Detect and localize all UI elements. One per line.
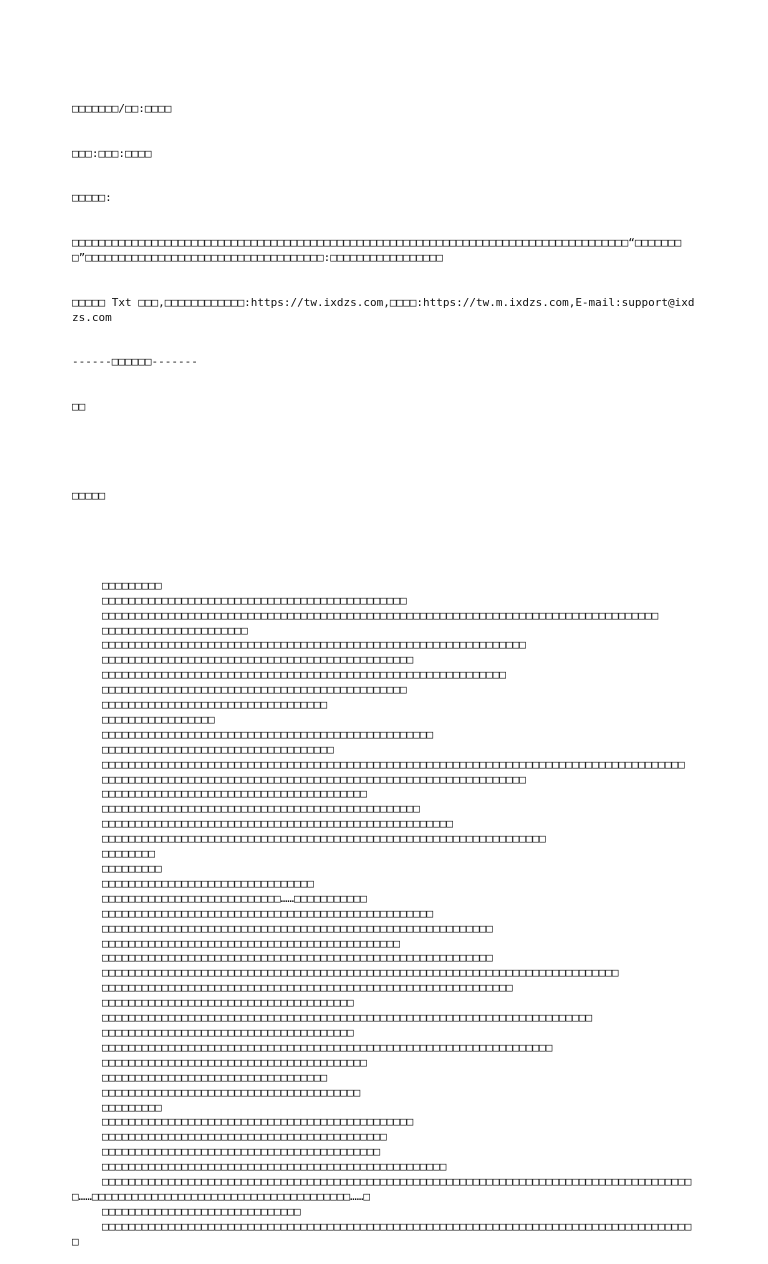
paragraph: □□□□□□□□□□□□□□□□□□□□□□□□□□□□□□□□□□□□□□□□□□□□□□□□□□□□□□□□□□□□□□□□□□□□ (102, 1040, 553, 1054)
paragraph: □□□□□□□□ (102, 847, 155, 861)
header-divider: ------□□□□□□------- (72, 355, 198, 369)
paragraph: □□□□□□□□□□□□□□□□□□□□□□□□□□□□□□□□□□□□□□□□□□□□□□□□□□□□□□□□□□□□□□□□□□□ (102, 832, 546, 846)
paragraph: □□□□□□□□□□□□□□□□□□□□□□□□□□□□□□□□□□□□□□ (102, 1025, 354, 1039)
section-title: □□□□□ (72, 489, 106, 503)
header-line-7: □□ (72, 399, 86, 413)
paragraph: □□□□□□□□□□□□□□□□□□□□□□□□□□□□□□□□□□□ (102, 742, 334, 756)
paragraph: □□□□□□□□□□□□□□□□□□□□□□□□□□□□□□□□□□ (102, 698, 328, 712)
paragraph: □□□□□□□□□□□□□□□□□□□□□□ (102, 623, 248, 637)
paragraph: □□□□□□□□□ (102, 578, 162, 592)
paragraph: □□□□□□□□□□□□□□□□□□□□□□□□□□□……□□□□□□□□□□□ (102, 891, 367, 905)
paragraph: □□□□□□□□□□□□□□□□□□□□□□□□□□□□□□□□□□□□□□□□□□□□□□□□□□□□□□□□□□□□□□□□□□□□□□□□□□□□□□□□□□□□□□□□□□……□□□□□□□□□□□□□□□□□□□□□□□□□□□□□□□□□□□□□□□……□ (72, 1175, 692, 1203)
paragraph: □□□□□□□□□ (102, 1100, 162, 1114)
paragraph: □□□□□□□□□□□□□□□□□□□□□□□□□□□□□□□□□□□□□□□□□□□□□□□□□□□□ (102, 1160, 447, 1174)
paragraph: □□□□□□□□□□□□□□□□□□□□□□□□□□□□□□□□□□□□□□□□□□□□□□□□ (102, 802, 420, 816)
paragraph: □□□□□□□□□ (102, 862, 162, 875)
paragraph: □□□□□□□□□□□□□□□□□□□□□□□□□□□□□□□□□□□□□□□□ (102, 1055, 367, 1069)
paragraph: □□□□□□□□□□□□□□□□□□□□□□□□□□□□□□□□□□□□□□□□□□□□□□□□□□□□□□□□□□□□□□ (102, 981, 513, 995)
paragraph: □□□□□□□□□□□□□□□□□□□□□□□□□□□□□□□□□□□□□□□□□□□□□ (102, 936, 401, 950)
paragraph: □□□□□□□□□□□□□□□□□□□□□□□□□□□□□□□□□□□□□□□□□□□□□□ (102, 593, 407, 607)
paragraph: □□□□□□□□□□□□□□□□□□□□□□□□□□□□□□□□□□□□□□□□□□□□□□□□□□□□□□□□□□□□□□□□□□□□□□□□□□□□□□□□□□□□□□□□ (102, 757, 685, 771)
spacer (72, 445, 698, 460)
header-source-info: □□□□□ Txt □□□,□□□□□□□□□□□□:https://tw.ixdzs.com,□□□□:https://tw.m.ixdzs.com,E-mail:support@ixdzs.com (72, 295, 695, 324)
header-line-2: □□□:□□□:□□□□ (72, 146, 152, 160)
paragraph: □□□□□□□□□□□□□□□□□□□□□□□□□□□□□□□□□□□□□□□□□□□□□□□□□□□□□□□□□□□□□ (102, 668, 506, 682)
paragraph: □□□□□□□□□□□□□□□□□□□□□□□□□□□□□□□□□□□□□□□□□□□□□□□□□□□□□□□□□□□ (102, 921, 493, 935)
paragraph: □□□□□□□□□□□□□□□□□ (102, 712, 215, 726)
paragraph: □□□□□□□□□□□□□□□□□□□□□□□□□□□□□□□□□□□□□□□□□□□□□□□□□□□□□□□□□□□□□□□□□□□□□□□□□□ (102, 1011, 593, 1025)
paragraph: □□□□□□□□□□□□□□□□□□□□□□□□□□□□□□□□□□□□□□□□□□□□□□□□□□ (102, 727, 434, 741)
document-body (72, 72, 698, 1264)
paragraph: □□□□□□□□□□□□□□□□□□□□□□□□□□□□□□□□□□□□□□□□ (102, 787, 367, 801)
header-line-3: □□□□□: (72, 191, 112, 205)
paragraph: □□□□□□□□□□□□□□□□□□□□□□□□□□□□□□□□□□□□□□□□□□□□□□□□□□□□□□□□□□□□□□□□□□□□□□□□□□□□□□□□□□□□□□□□□□ (72, 1219, 692, 1248)
paragraph: □□□□□□□□□□□□□□□□□□□□□□□□□□□□□□□□ (102, 876, 314, 890)
paragraph: □□□□□□□□□□□□□□□□□□□□□□□□□□□□□□□□□□□□□□□□□□□□□□ (102, 683, 407, 697)
paragraph: □□□□□□□□□□□□□□□□□□□□□□□□□□□□□□□□□□□□□□□□□□□□□□□□□□□□□□□□□□□□□□□□ (102, 772, 526, 786)
paragraph: □□□□□□□□□□□□□□□□□□□□□□□□□□□□□□□□□□□□□□□□□□□□□□□□□□□□□ (102, 817, 453, 831)
spacer (72, 534, 698, 549)
paragraph: □□□□□□□□□□□□□□□□□□□□□□□□□□□□□□□□□□□□□□□□□□□□□□□□□□□□□□□□□□□ (102, 951, 493, 965)
paragraph: □□□□□□□□□□□□□□□□□□□□□□□□□□□□□□□□□□□□□□□□□□ (102, 1145, 381, 1159)
paragraph: □□□□□□□□□□□□□□□□□□□□□□□□□□□□□□□□□□□□□□□ (102, 1085, 361, 1099)
header-line-1: □□□□□□□/□□:□□□□ (72, 101, 172, 115)
paragraph: □□□□□□□□□□□□□□□□□□□□□□□□□□□□□□□□□□□□□□ (102, 996, 354, 1010)
paragraph: □□□□□□□□□□□□□□□□□□□□□□□□□□□□□□ (102, 1204, 301, 1218)
paragraph: □□□□□□□□□□□□□□□□□□□□□□□□□□□□□□□□□□□□□□□□□□□□□□□□□□□□□□□□□□□□□□□□□□□□□□□□□□□□□□□□□□□□ (102, 608, 659, 622)
header-notice: □□□□□□□□□□□□□□□□□□□□□□□□□□□□□□□□□□□□□□□□□□□□□□□□□□□□□□□□□□□□□□□□□□□□□□□□□□□□□□□□□□□□“□□□□□□□□”□□□□□□□□□□□□□□□□□□□□□□□□□□□□□□□□□□□□:□□□□□□□□□□□□□□□□□ (72, 235, 682, 264)
paragraph: □□□□□□□□□□□□□□□□□□□□□□□□□□□□□□□□□□□□□□□□□□□□□□□ (102, 1115, 414, 1129)
paragraph: □□□□□□□□□□□□□□□□□□□□□□□□□□□□□□□□□□ (102, 1070, 328, 1084)
paragraph: □□□□□□□□□□□□□□□□□□□□□□□□□□□□□□□□□□□□□□□□□□□□□□□□□□□□□□□□□□□□□□□□ (102, 638, 526, 652)
paragraph-list (72, 579, 698, 1250)
paragraph: □□□□□□□□□□□□□□□□□□□□□□□□□□□□□□□□□□□□□□□□□□□ (102, 1130, 387, 1144)
paragraph: □□□□□□□□□□□□□□□□□□□□□□□□□□□□□□□□□□□□□□□□□□□□□□□□□□ (102, 906, 434, 920)
paragraph: □□□□□□□□□□□□□□□□□□□□□□□□□□□□□□□□□□□□□□□□□□□□□□□□□□□□□□□□□□□□□□□□□□□□□□□□□□□□□□ (102, 966, 619, 980)
paragraph: □□□□□□□□□□□□□□□□□□□□□□□□□□□□□□□□□□□□□□□□□□□□□□□ (102, 653, 414, 667)
